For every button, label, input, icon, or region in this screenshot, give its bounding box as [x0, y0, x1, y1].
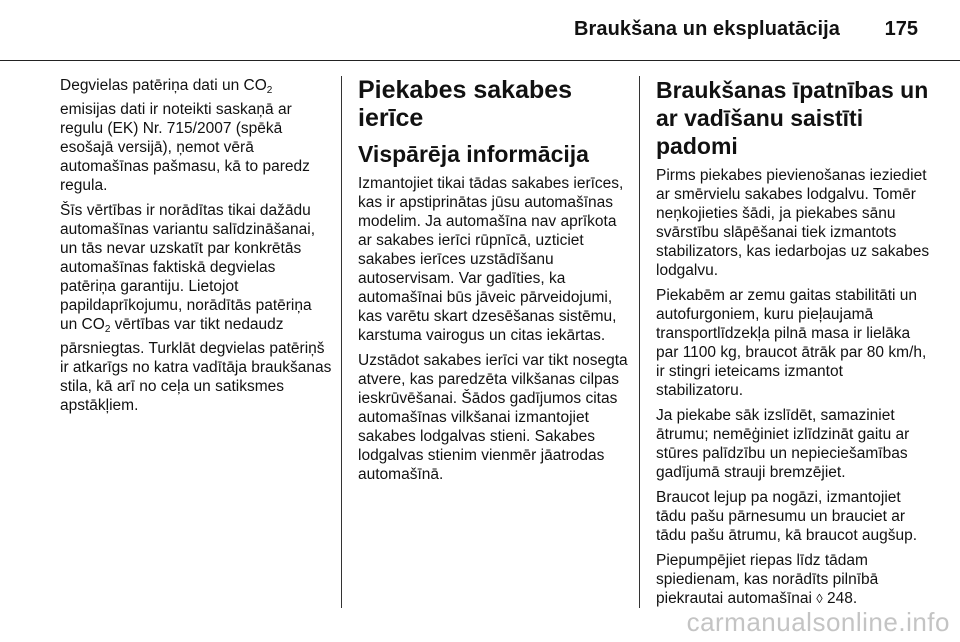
fuel-data-paragraph: Degvielas patēriņa dati un $CO_2$ emisijas dati ir noteikti saskaņā ar regulu (EK) Nr. 715/2007 (spēkā esošajā versijā), ņemot vērā automašīnas pašmasu, kā to paredz regula. — [60, 77, 310, 194]
page-header — [0, 0, 960, 60]
paragraph: Izmantojiet tikai tādas sakabes ierīces, kas ir apstiprinātas jūsu automašīnas modelim. Ja automašīna nav aprīkota ar sakabes ierīci rūpnīcā, uzticiet sakabes ierīces uzstādīšanu autoservisam. Var gadīties, ka automašīnai būs jāveic pārveidojumi, kas varētu skart dzesēšanas sistēmu, karstuma vairogus un citas iekārtas. — [358, 175, 624, 344]
column-2 — [358, 76, 628, 490]
column-divider — [341, 76, 342, 608]
paragraph: Piekabēm ar zemu gaitas stabilitāti un autofurgoniem, kuru pieļaujamā transportlīdzekļa pilnā masa ir lielāka par 1100 kg, braucot ātrāk par 80 km/h, ir stingri ieteicams izmantot stabilizatoru. — [656, 287, 927, 399]
column-divider — [639, 76, 640, 608]
section-heading: Piekabes sakabes ierīce — [358, 76, 573, 132]
column-3 — [656, 76, 932, 614]
page-reference-icon: ◊ — [816, 591, 823, 606]
header-rule — [0, 60, 960, 61]
paragraph: Piepumpējiet riepas līdz tādam spiedienam, kas norādīts pilnībā piekrautai automašīnai ◊ 248. — [656, 552, 879, 607]
running-title: Braukšana un ekspluatācija — [573, 18, 840, 40]
co2-subscript: 2 — [266, 85, 273, 96]
watermark: carmanualsonline.info — [686, 607, 950, 637]
paragraph: Pirms piekabes pievienošanas ieziediet ar smērvielu sakabes lodgalvu. Tomēr neņkojieties šādi, ja piekabes sānu svārstību slāpēšanai tiek izmantots stabilizators, kas iedarbojas uz sakabes lodgalvu. — [656, 167, 930, 279]
section-subheading: Vispārēja informācija — [358, 141, 589, 167]
values-paragraph: Šīs vērtības ir norādītas tikai dažādu automašīnas variantu salīdzināšanai, un tās nevar uzskatīt par konkrētās automašīnas faktiskā degvielas patēriņa garantiju. Lietojot papildaprīkojumu, norādītās patēriņa un $CO_2$ vērtības var tikt nedaudz pārsniegtas. Turklāt degvielas patēriņš ir atkarīgs no katra vadītāja braukšanas stila, kā arī no ceļa un satiksmes apstākļiem. — [60, 202, 332, 414]
co2-subscript: 2 — [104, 324, 111, 335]
section-heading: Braukšanas īpatnības un ar vadīšanu saistīti padomi — [656, 77, 929, 159]
page-reference-link[interactable]: 248. — [822, 590, 858, 607]
page-number: 175 — [884, 18, 918, 40]
paragraph: Uzstādot sakabes ierīci var tikt nosegta atvere, kas paredzēta vilkšanas cilpas ieskrūvēšanai. Šādos gadījumos citas automašīnas vilkšanai izmantojiet sakabes lodgalvas stieni. Sakabes lodgalvas stienim vienmēr jāatrodas automašīnā. — [358, 352, 628, 483]
column-1 — [60, 76, 332, 421]
paragraph: Ja piekabe sāk izslīdēt, samaziniet ātrumu; nemēģiniet izlīdzināt gaitu ar stūres palīdzību un nepieciešamības gadījumā strauji bremzējiet. — [656, 407, 910, 481]
paragraph: Braucot lejup pa nogāzi, izmantojiet tādu pašu pārnesumu un brauciet ar tādu pašu ātrumu, kā braucot augšup. — [656, 489, 918, 544]
